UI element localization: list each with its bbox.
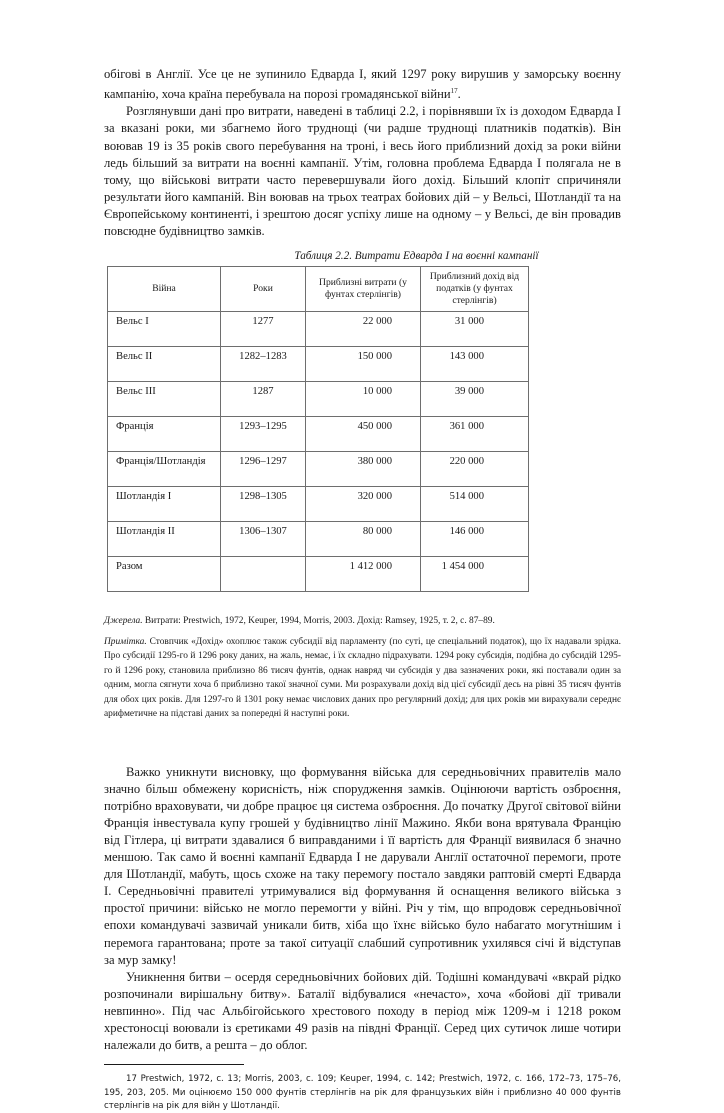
cell-years: 1296–1297 xyxy=(221,452,306,487)
body-paragraph: Важко уникнути висновку, що формування війська для середньовічних правителів мало значно більш обмежену корисність, ніж спорудження замків. Оцінюючи вартість озброєння, потрібно враховувати, чи добре працює ця система озброєння. До початку Другої світової війни Франція інвестувала купу грошей у будівництво лінії Мажино. Якби вона врятувала Францію від Гітлера, ці витрати здавалися б виправданими і її вартість для Франції виявилася б значно меншою. Так само й воєнні кампанії Едварда I не дарували Англії остаточної перемоги, проте для Шотландії, мабуть, щось схоже на таку перемогу постало завдяки раптовій смерті Едварда I. Середньовічні правителі утримувалися від формування й оснащення великого війська з простої причини: військо не могло перемогти у війні. Річ у тім, що впродовж середньовічної епохи командувачі зазвичай уникали битв, хіба що їхнє військо було набагато могутнішим і перемога гарантована; проте за такої ситуації слабший супротивник ухилявся січі й відступав за мур замку! xyxy=(104,764,621,967)
cell-cost: 22 000 xyxy=(306,312,421,347)
cell-years: 1282–1283 xyxy=(221,347,306,382)
cell-years: 1293–1295 xyxy=(221,417,306,452)
cell-war: Шотландія I xyxy=(108,487,221,522)
table-row xyxy=(108,347,529,382)
remark-label: Примітка. xyxy=(104,636,147,647)
column-header: Роки xyxy=(221,267,306,312)
cell-cost: 150 000 xyxy=(306,347,421,382)
cell-war: Шотландія II xyxy=(108,522,221,557)
cell-income: 220 000 xyxy=(421,452,529,487)
footnote-divider xyxy=(104,1064,244,1065)
cell-war: Вельс III xyxy=(108,382,221,417)
column-header: Війна xyxy=(108,267,221,312)
table-row xyxy=(108,312,529,347)
document-page xyxy=(104,66,621,1113)
cell-cost: 1 412 000 xyxy=(306,557,421,592)
cell-years: 1306–1307 xyxy=(221,522,306,557)
column-header: Приблизні витрати (у фунтах стерлінгів) xyxy=(306,267,421,312)
table-total-row xyxy=(108,557,529,592)
cell-cost: 10 000 xyxy=(306,382,421,417)
table-row xyxy=(108,487,529,522)
cell-income: 31 000 xyxy=(421,312,529,347)
table-row xyxy=(108,452,529,487)
cell-war: Франція/Шотландія xyxy=(108,452,221,487)
body-paragraph: Уникнення битви – осердя середньовічних бойових дій. Тодішні командувачі «вкрай рідко розпочинали вирішальну битву». Баталії відбувалися «нечасто», хоча «бойові дії тривали невпинно». Під час Альбігойського хрестового походу в період між 1209-м і 1218 роком хрестоносці воювали із єретиками 49 разів на півдні Франції. Серед цих сутичок лише чотири належали до битв, а решта – до облог. xyxy=(104,969,621,1053)
cell-income: 146 000 xyxy=(421,522,529,557)
body-paragraph: Розглянувши дані про витрати, наведені в таблиці 2.2, і порівнявши їх із доходом Едварда I за вказані роки, ми збагнемо його труднощі (чи радше труднощі платників податків). Він воював 19 із 35 років свого перебування на троні, і весь його приблизний дохід за роки війни ледь більший за витрати на воєнні кампанії. Утім, головна проблема Едварда I полягала не в тому, що військові витрати часто перевершували його дохід. Більший клопіт спричиняли результати його кампаній. Він воював на трьох театрах бойових дій – у Вельсі, Шотландії та на Європейському континенті, і зрештою досяг успіху лише на одному – у Вельсі, де він провадив повсюдне будівництво замків. xyxy=(104,104,621,239)
cell-cost: 380 000 xyxy=(306,452,421,487)
cell-cost: 80 000 xyxy=(306,522,421,557)
table-notes xyxy=(104,614,621,722)
remark-note: Примітка. Стовпчик «Дохід» охоплює також субсидії від парламенту (по суті, це спеціальний податок), що їх надавали зрідка. Про субсидії 1295-го й 1296 року даних, на жаль, немає, і їх складно підрахувати. 1294 року субсидія, подібна до субсидій 1295-го й 1296 року, становила приблизно 86 тисяч фунтів, однак навряд чи субсидія у два зазначених роки, які поставали один за одним, могла сягнути хоча б приблизно такої значної суми. Ми розрахували дохід від цієї субсидії десь на рівні 35 тисяч фунтів для обох цих років. Для 1297-го й 1301 року немає числових даних про регулярний дохід; для цих років ми вирахували середнє арифметичне на підставі даних за попередні й наступні роки. xyxy=(104,636,621,720)
body-section xyxy=(104,764,621,1055)
column-header: Приблизний дохід від податків (у фунтах стерлінгів) xyxy=(421,267,529,312)
cell-cost: 450 000 xyxy=(306,417,421,452)
cell-years: 1287 xyxy=(221,382,306,417)
cell-war: Вельс II xyxy=(108,347,221,382)
cell-income: 1 454 000 xyxy=(421,557,529,592)
sources-note: Джерела. Витрати: Prestwich, 1972, Keuper, 1994, Morris, 2003. Дохід: Ramsey, 1925, т. 2, с. 87–89. xyxy=(104,616,495,627)
footnote: 17 Prestwich, 1972, с. 13; Morris, 2003, с. 109; Keuper, 1994, с. 142; Prestwich, 1972, с. 166, 172–73, 175–76, 195, 203, 205. Ми оцінюємо 150 000 фунтів стерлінгів на рік для французьких війн і приблизно 40 000 фунтів стерлінгів на рік для війн у Шотландії. xyxy=(104,1074,621,1111)
cell-income: 361 000 xyxy=(421,417,529,452)
cell-war: Вельс I xyxy=(108,312,221,347)
cell-years: 1298–1305 xyxy=(221,487,306,522)
body-paragraph: обігові в Англії. Усе це не зупинило Едварда I, який 1297 року вирушив у заморську воєнну кампанію, хоча країна перебувала на порозі громадянської війни$^{17}$. xyxy=(104,67,621,102)
cell-years: 1277 xyxy=(221,312,306,347)
table-row xyxy=(108,522,529,557)
cell-war: Франція xyxy=(108,417,221,452)
expenses-table xyxy=(107,266,529,592)
cell-income: 39 000 xyxy=(421,382,529,417)
cell-income: 143 000 xyxy=(421,347,529,382)
sources-label: Джерела. xyxy=(104,616,143,627)
cell-cost: 320 000 xyxy=(306,487,421,522)
table-header-row xyxy=(108,267,529,312)
cell-war: Разом xyxy=(108,557,221,592)
cell-income: 514 000 xyxy=(421,487,529,522)
table-row xyxy=(108,417,529,452)
table-row xyxy=(108,382,529,417)
cell-years xyxy=(221,557,306,592)
table-caption: Таблиця 2.2. Витрати Едварда I на воєнні кампанії xyxy=(294,250,539,263)
footnote-reference[interactable]: 17 xyxy=(450,87,458,96)
